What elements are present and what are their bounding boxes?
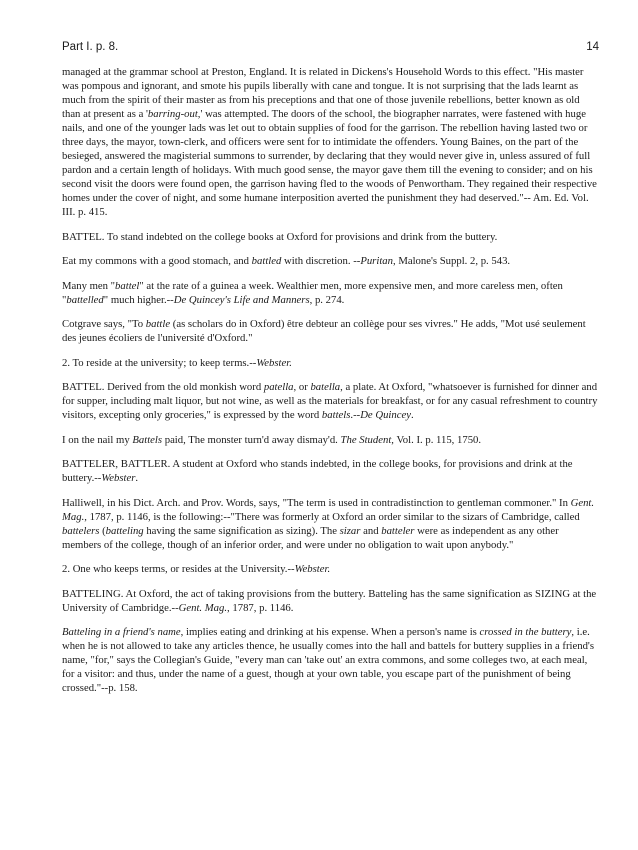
italic-text: Gent. Mag. bbox=[62, 496, 595, 523]
text-run: 2. To reside at the university; to keep terms.-- bbox=[62, 356, 257, 369]
text-run: " at the rate of a guinea a week. Wealthier men, more expensive men, and more careless men, often " bbox=[62, 279, 563, 306]
text-run: BATTELING. At Oxford, the act of taking provisions from the buttery. Batteling has the same signification as SIZING at the University of Cambridge.-- bbox=[62, 587, 597, 614]
text-run: ' was attempted. The doors of the school, the biographer narrates, were fastened with huge nails, and one of the younger lads was let out to obtain supplies of food for the garrison. The rebellion having lasted two or three days, the mayor, town-clerk, and officers were sent for to intimidate the offenders. Young Baines, on the part of the besieged, answered the magisterial summons to surrender, by declaring that they would never give in, unless assured of full pardon and a certain length of holidays. With much good sense, the mayor gave them till the evening to consider; and on his second visit the doors were found open, the garrison having fled to the woods of Penwortham. They regained their respective homes under the cover of night, and some humane interposition averted the punishment they had deserved."-- Am. Ed. Vol. III. p. 415. bbox=[62, 108, 597, 218]
text-run: . bbox=[135, 472, 139, 484]
italic-text: batteler bbox=[381, 524, 415, 537]
italic-text: battelled bbox=[66, 293, 104, 306]
italic-text: Battels bbox=[132, 433, 163, 446]
italic-text: De Quincey bbox=[360, 409, 411, 421]
text-run: 2. One who keeps terms, or resides at the University.-- bbox=[62, 563, 295, 575]
paragraph-nail bbox=[62, 433, 599, 447]
italic-text: batteling bbox=[105, 524, 144, 537]
italic-text: The Student bbox=[340, 433, 392, 446]
text-run: BATTEL. Derived from the old monkish word bbox=[62, 381, 264, 393]
paragraph-reside bbox=[62, 356, 599, 370]
text-run: Halliwell, in his Dict. Arch. and Prov. Words, says, "The term is used in contradistinction to gentleman commoner." In bbox=[62, 496, 571, 509]
text-run: , 1787, p. 1146, is the following:--"There was formerly at Oxford an order similar to the sizars of Cambridge, called bbox=[84, 510, 580, 523]
text-run: were as independent as any other members of the college, though of an inferior order, and were under no obligation to wait upon anybody." bbox=[62, 524, 559, 551]
paragraph-halliwell bbox=[62, 496, 599, 552]
page-header bbox=[62, 40, 599, 54]
text-run: BATTEL. To stand indebted on the college books at Oxford for provisions and drink from the buttery. bbox=[62, 230, 498, 243]
text-run: , or bbox=[293, 381, 311, 393]
text-run: managed at the grammar school at Preston, England. It is related in Dickens's Household Words to this effect. "His master was pompous and ignorant, and smote his pupils liberally with cane and tongue. It is not surprising that the lads learnt as much from the spirit of their master as from his preceptions and that one of those juvenile rebellions, better known as old than at present as a ' bbox=[62, 66, 584, 120]
text-run: , i.e. when he is not allowed to take any articles thence, he usually comes into the hall and battels for buttery supplies in a friend's name, "for," says the Collegian's Guide, "every man can 'take out' an extra commons, and some colleges two, at each meal, for a visitor: and thus, under the name of a guest, though at your own table, you escape part of the punishment of being crossed."--p. 158. bbox=[62, 626, 594, 694]
paragraph-batteler bbox=[62, 457, 599, 485]
italic-text: battelers bbox=[62, 524, 100, 537]
text-run: , implies eating and drinking at his expense. When a person's name is bbox=[180, 626, 480, 638]
paragraph-many-men bbox=[62, 279, 599, 307]
italic-text: battle bbox=[145, 318, 171, 330]
italic-text: barring-out, bbox=[147, 108, 201, 120]
text-run: Cotgrave says, "To bbox=[62, 318, 146, 330]
italic-text: battels bbox=[321, 409, 351, 421]
italic-text: Webster. bbox=[256, 356, 292, 369]
italic-text: Puritan bbox=[360, 255, 393, 267]
paragraph-keeps-terms bbox=[62, 562, 599, 576]
text-run: Eat my commons with a good stomach, and bbox=[62, 255, 252, 267]
paragraph-battel-1 bbox=[62, 230, 599, 244]
paragraph-friends-name bbox=[62, 625, 599, 695]
text-run: , 1787, p. 1146. bbox=[227, 601, 294, 614]
italic-text: Webster. bbox=[294, 563, 331, 575]
text-run: , p. 274. bbox=[309, 293, 345, 306]
text-run: Many men " bbox=[62, 279, 116, 292]
text-run: BATTELER, BATTLER. A student at Oxford who stands indebted, in the college books, for provisions and drink at the buttery.-- bbox=[62, 458, 573, 484]
paragraph-preston bbox=[62, 65, 599, 219]
text-run: ( bbox=[99, 524, 106, 537]
italic-text: De Quincey's Life and Manners bbox=[173, 293, 310, 306]
text-run: paid, The monster turn'd away dismay'd. bbox=[162, 433, 341, 446]
text-run: having the same signification as sizing). The bbox=[143, 524, 340, 537]
text-run: , Malone's Suppl. 2, p. 543. bbox=[392, 255, 511, 267]
document-page bbox=[62, 40, 599, 706]
text-run: .-- bbox=[350, 409, 361, 421]
italic-text: sizar bbox=[339, 524, 361, 537]
italic-text: crossed in the buttery bbox=[479, 626, 572, 638]
text-run: I on the nail my bbox=[62, 433, 133, 446]
italic-text: battel bbox=[115, 279, 140, 292]
italic-text: patella bbox=[263, 381, 294, 393]
text-run: " much higher.-- bbox=[103, 293, 174, 306]
italic-text: batella bbox=[310, 381, 341, 393]
text-run: and bbox=[360, 524, 382, 537]
text-run: , a plate. At Oxford, "whatsoever is furnished for dinner and for supper, including malt liquor, but not wine, as well as the materials for breakfast, or for any casual refreshment to country visitors, excepting only groceries," is expressed by the word bbox=[62, 381, 598, 421]
paragraph-cotgrave bbox=[62, 317, 599, 345]
text-run: with discretion. -- bbox=[281, 255, 361, 267]
paragraph-battel-2 bbox=[62, 380, 599, 422]
text-run: . bbox=[410, 409, 414, 421]
italic-text: Batteling in a friend's name bbox=[62, 626, 181, 638]
page-number: 14 bbox=[586, 41, 599, 53]
italic-text: battled bbox=[251, 255, 282, 267]
header-section-ref: Part I. p. 8. bbox=[62, 41, 119, 53]
paragraph-batteling bbox=[62, 587, 599, 615]
italic-text: Webster bbox=[101, 472, 136, 484]
document-body bbox=[62, 65, 599, 695]
paragraph-commons bbox=[62, 254, 599, 268]
italic-text: Gent. Mag. bbox=[178, 601, 228, 614]
text-run: (as scholars do in Oxford) être debteur an collège pour ses vivres." He adds, "Mot usé seulement des jeunes écoliers de l'université d'Oxford." bbox=[62, 318, 586, 344]
text-run: , Vol. I. p. 115, 1750. bbox=[391, 433, 482, 446]
